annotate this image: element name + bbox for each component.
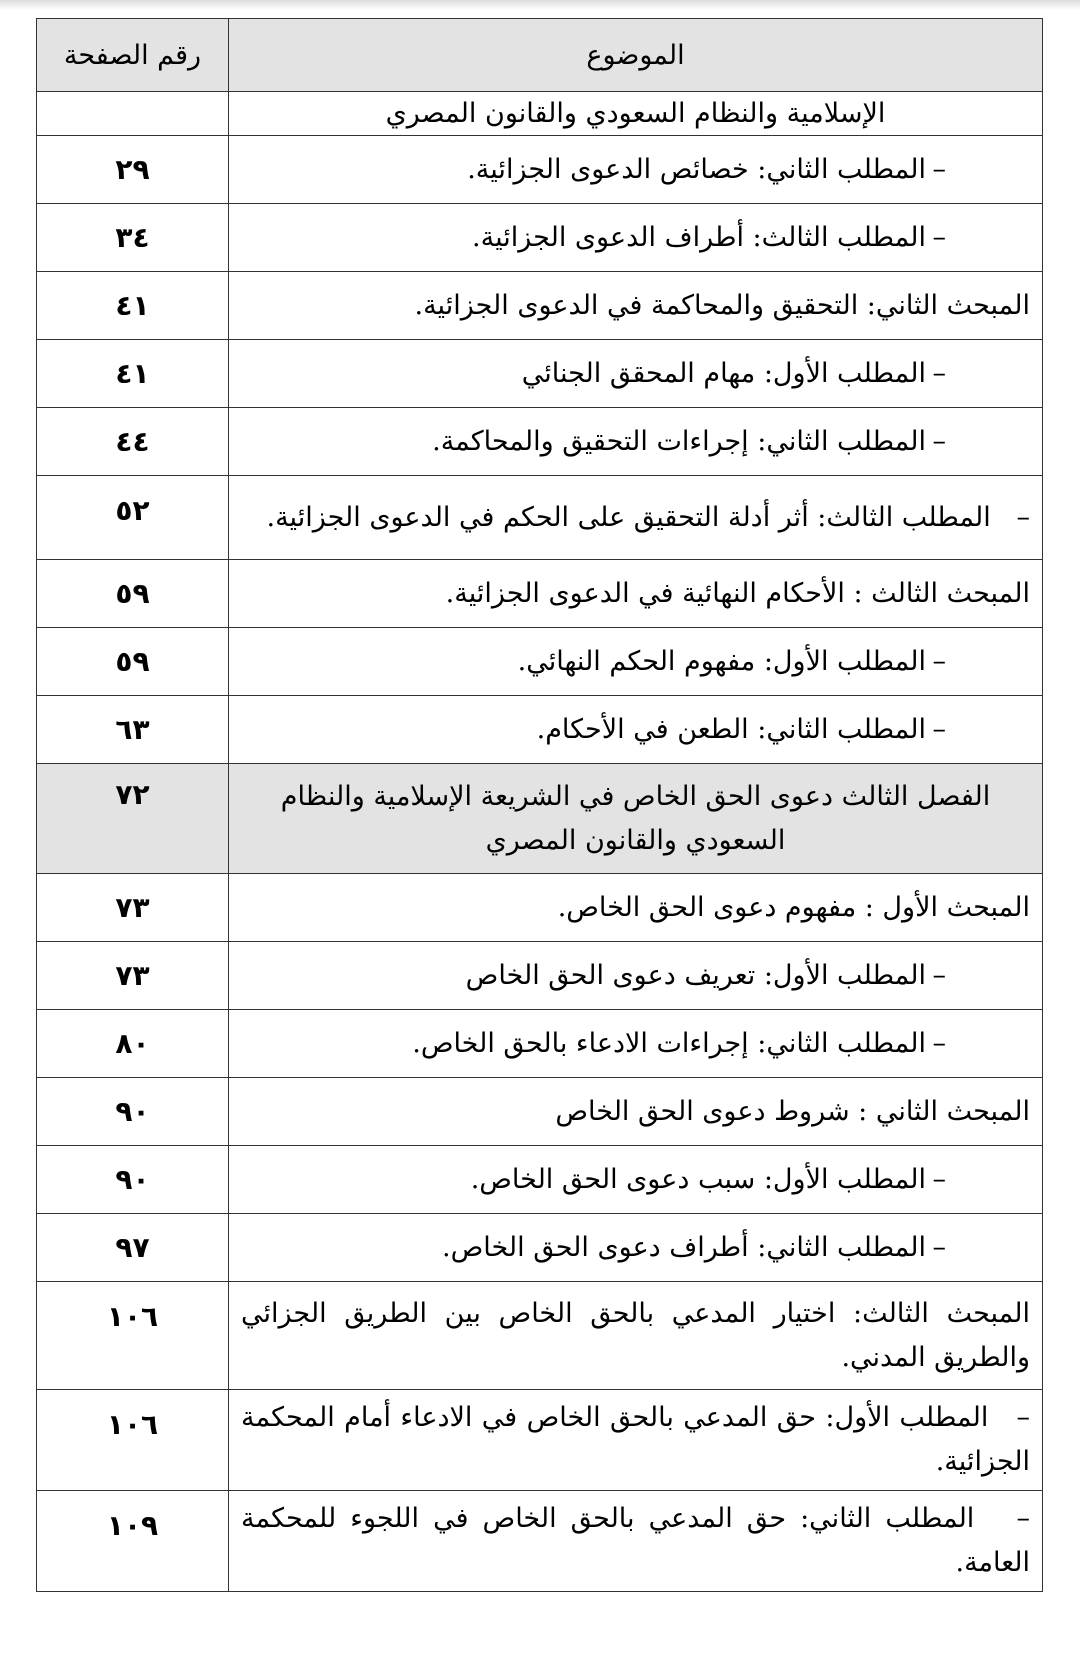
topic-text: الإسلامية والنظام السعودي والقانون المصري <box>229 92 1043 136</box>
page-number: ٩٧ <box>37 1214 229 1282</box>
page-number: ٤١ <box>37 340 229 408</box>
page-number: ٨٠ <box>37 1010 229 1078</box>
topic-text: المطلب الأول: سبب دعوى الحق الخاص. <box>470 1163 926 1195</box>
topic-text: المطلب الثاني: حق المدعي بالحق الخاص في اللجوء للمحكمة العامة. <box>241 1503 1030 1578</box>
topic-cell <box>229 204 1043 272</box>
dash-bullet: – <box>932 221 946 253</box>
table-row <box>37 340 1043 408</box>
topic-text: المطلب الأول: مفهوم الحكم النهائي. <box>517 645 926 677</box>
dash-bullet: – <box>932 1231 946 1263</box>
page-number <box>37 92 229 136</box>
table-row <box>37 1390 1043 1491</box>
topic-text: المبحث الثاني: التحقيق والمحاكمة في الدعوى الجزائية. <box>229 272 1043 340</box>
page-number: ٤١ <box>37 272 229 340</box>
topic-cell <box>229 628 1043 696</box>
topic-text: المطلب الثالث: أثر أدلة التحقيق على الحكم في الدعوى الجزائية. <box>266 501 991 533</box>
topic-text: المطلب الثاني: إجراءات التحقيق والمحاكمة. <box>432 425 926 457</box>
topic-cell <box>229 1390 1043 1491</box>
dash-bullet: – <box>990 501 1030 533</box>
dash-bullet: – <box>932 1027 946 1059</box>
table-row <box>37 1146 1043 1214</box>
dash-bullet: – <box>932 153 946 185</box>
topic-text: المطلب الأول: تعريف دعوى الحق الخاص <box>465 959 926 991</box>
page-number: ٧٢ <box>37 764 229 874</box>
dash-bullet: – <box>974 1503 1031 1534</box>
dash-bullet: – <box>932 425 946 457</box>
dash-bullet: – <box>932 1163 946 1195</box>
table-row <box>37 560 1043 628</box>
topic-cell <box>229 1010 1043 1078</box>
topic-cell <box>229 942 1043 1010</box>
table-row <box>37 1491 1043 1592</box>
table-row <box>37 942 1043 1010</box>
page-number: ١٠٩ <box>37 1491 229 1592</box>
table-row <box>37 696 1043 764</box>
table-of-contents <box>36 18 1043 1592</box>
page-number: ١٠٦ <box>37 1390 229 1491</box>
page-number: ١٠٦ <box>37 1282 229 1390</box>
topic-text: المطلب الثاني: خصائص الدعوى الجزائية. <box>467 153 926 185</box>
dash-bullet: – <box>932 357 946 389</box>
chapter-title: الفصل الثالث دعوى الحق الخاص في الشريعة الإسلامية والنظام السعودي والقانون المصري <box>229 764 1043 874</box>
topic-text: المبحث الأول : مفهوم دعوى الحق الخاص. <box>229 874 1043 942</box>
table-row <box>37 628 1043 696</box>
page-top-shade <box>0 0 1080 10</box>
topic-text: المطلب الأول: حق المدعي بالحق الخاص في الادعاء أمام المحكمة الجزائية. <box>241 1402 1030 1477</box>
topic-cell <box>229 696 1043 764</box>
page-number: ٩٠ <box>37 1078 229 1146</box>
page-number-header: رقم الصفحة <box>37 19 229 92</box>
chapter-row <box>37 764 1043 874</box>
topic-cell <box>229 1491 1043 1592</box>
page-number: ٣٤ <box>37 204 229 272</box>
topic-cell <box>229 408 1043 476</box>
topic-text: المبحث الثالث: اختيار المدعي بالحق الخاص بين الطريق الجزائي والطريق المدني. <box>229 1282 1043 1390</box>
table-row <box>37 1078 1043 1146</box>
table-row <box>37 1010 1043 1078</box>
table-row <box>37 874 1043 942</box>
topic-header: الموضوع <box>229 19 1043 92</box>
table-row <box>37 92 1043 136</box>
topic-text: المطلب الثالث: أطراف الدعوى الجزائية. <box>472 221 926 253</box>
page-number: ٧٣ <box>37 942 229 1010</box>
topic-text: المبحث الثالث : الأحكام النهائية في الدعوى الجزائية. <box>229 560 1043 628</box>
table-row <box>37 272 1043 340</box>
page-number: ٦٣ <box>37 696 229 764</box>
page-number: ٩٠ <box>37 1146 229 1214</box>
table-row <box>37 136 1043 204</box>
page-number: ٧٣ <box>37 874 229 942</box>
topic-text: المطلب الثاني: أطراف دعوى الحق الخاص. <box>442 1231 926 1263</box>
page-number: ٢٩ <box>37 136 229 204</box>
topic-cell <box>229 476 1043 560</box>
dash-bullet: – <box>932 713 946 745</box>
topic-text: المطلب الأول: مهام المحقق الجنائي <box>521 357 926 389</box>
table-row <box>37 1214 1043 1282</box>
dash-bullet: – <box>932 959 946 991</box>
page-number: ٥٩ <box>37 628 229 696</box>
topic-cell <box>229 136 1043 204</box>
dash-bullet: – <box>988 1402 1031 1433</box>
topic-cell <box>229 1146 1043 1214</box>
topic-cell <box>229 1214 1043 1282</box>
topic-text: المبحث الثاني : شروط دعوى الحق الخاص <box>229 1078 1043 1146</box>
table-row <box>37 1282 1043 1390</box>
header-row <box>37 19 1043 92</box>
table-row <box>37 408 1043 476</box>
table-row <box>37 476 1043 560</box>
page-number: ٥٢ <box>37 476 229 560</box>
topic-text: المطلب الثاني: الطعن في الأحكام. <box>536 713 926 745</box>
topic-text: المطلب الثاني: إجراءات الادعاء بالحق الخاص. <box>412 1027 926 1059</box>
dash-bullet: – <box>932 645 946 677</box>
table-row <box>37 204 1043 272</box>
topic-cell <box>229 340 1043 408</box>
page-number: ٥٩ <box>37 560 229 628</box>
page-number: ٤٤ <box>37 408 229 476</box>
